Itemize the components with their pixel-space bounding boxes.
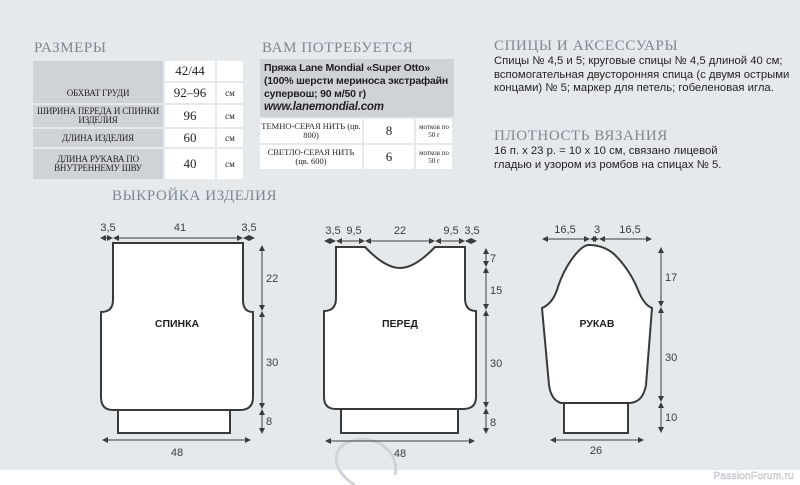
sleeve-length-unit: см (217, 149, 243, 179)
sizes-heading: РАЗМЕРЫ (34, 40, 107, 56)
front-dim-top-2: 9,5 (346, 225, 362, 237)
back-dim-top-left: 3,5 (100, 222, 116, 234)
back-dim-bottom: 48 (170, 447, 184, 459)
sleeve-dim-side-3: 10 (665, 412, 678, 424)
front-dim-top-5: 3,5 (464, 225, 480, 237)
sleeve-length-value: 40 (165, 149, 215, 179)
chest-unit: см (217, 83, 243, 103)
sleeve-dim-bottom: 26 (589, 445, 603, 457)
sleeve-dim-side-1: 17 (665, 272, 678, 284)
yarn-url: www.lanemondial.com (264, 101, 384, 113)
sleeve-dim-top-3: 16,5 (619, 224, 641, 236)
swirl-decoration (336, 439, 396, 485)
site-watermark: PassionForum.ru (713, 471, 794, 482)
front-dim-top-1: 3,5 (325, 225, 341, 237)
size-value: 42/44 (165, 61, 215, 81)
materials-heading: ВАМ ПОТРЕБУЕТСЯ (262, 40, 414, 56)
sleeve-length-label: ДЛИНА РУКАВА ПО ВНУТРЕННЕМУ ШВУ (33, 149, 163, 179)
light-grey-qty: 6 (364, 145, 414, 169)
gauge-heading: ПЛОТНОСТЬ ВЯЗАНИЯ (494, 128, 668, 144)
back-dim-side-2: 30 (266, 357, 279, 369)
yarn-line-3: супервош; 90 м/50 г) (264, 88, 366, 100)
yarn-line-2: (100% шерсти мериноса экстрафайн (264, 75, 449, 87)
front-dim-top-4: 9,5 (443, 225, 459, 237)
front-dim-bottom: 48 (393, 448, 407, 460)
front-dim-side-2: 15 (490, 285, 503, 297)
front-dim-side-1: 7 (490, 253, 497, 265)
front-dim-top-3: 22 (393, 225, 407, 237)
yarn-line-1: Пряжа Lane Mondial «Super Otto» (264, 62, 431, 74)
needles-text: Спицы № 4,5 и 5; круговые спицы № 4,5 длиной 40 см; вспомогательная двусторонняя спица (с двумя острыми концами) № 5; маркер для петель; гобеленовая игла. (494, 55, 790, 94)
light-grey-unit: мотков по 50 г (416, 145, 452, 169)
sleeve-dim-side-2: 30 (665, 352, 678, 364)
front-label: ПЕРЕД (381, 318, 419, 330)
pattern-heading: ВЫКРОЙКА ИЗДЕЛИЯ (112, 188, 278, 204)
light-grey-label: СВЕТЛО-СЕРАЯ НИТЬ (цв. 600) (260, 145, 362, 169)
needles-heading: СПИЦЫ И АКСЕССУАРЫ (494, 38, 679, 54)
front-dim-side-4: 8 (490, 417, 497, 429)
front-piece (324, 247, 476, 433)
gauge-text: 16 п. x 23 р. = 10 x 10 см, связано лицевой гладью и узором из ромбов на спицах № 5. (494, 145, 722, 171)
back-dim-side-1: 22 (266, 273, 279, 285)
length-unit: см (217, 129, 243, 147)
chest-value: 92–96 (165, 83, 215, 103)
dark-grey-label: ТЕМНО-СЕРАЯ НИТЬ (цв. 800) (260, 119, 362, 143)
width-label: ШИРИНА ПЕРЕДА И СПИНКИ ИЗДЕЛИЯ (33, 105, 163, 127)
back-dim-top-right: 3,5 (241, 222, 257, 234)
sleeve-label: РУКАВ (579, 318, 615, 330)
back-piece (101, 243, 253, 433)
width-value: 96 (165, 105, 215, 127)
front-dim-side-3: 30 (490, 358, 503, 370)
sleeve-dim-top-1: 16,5 (554, 224, 576, 236)
back-dim-side-3: 8 (266, 416, 273, 428)
width-unit: см (217, 105, 243, 127)
sleeve-piece (542, 245, 652, 433)
length-value: 60 (165, 129, 215, 147)
sleeve-dim-top-2: 3 (593, 224, 601, 236)
back-dim-top-center: 41 (173, 222, 187, 234)
sizes-label-chest: ОБХВАТ ГРУДИ (33, 61, 163, 103)
back-label: СПИНКА (154, 318, 200, 330)
length-label: ДЛИНА ИЗДЕЛИЯ (33, 129, 163, 147)
dark-grey-unit: мотков по 50 г (416, 119, 452, 143)
dark-grey-qty: 8 (364, 119, 414, 143)
